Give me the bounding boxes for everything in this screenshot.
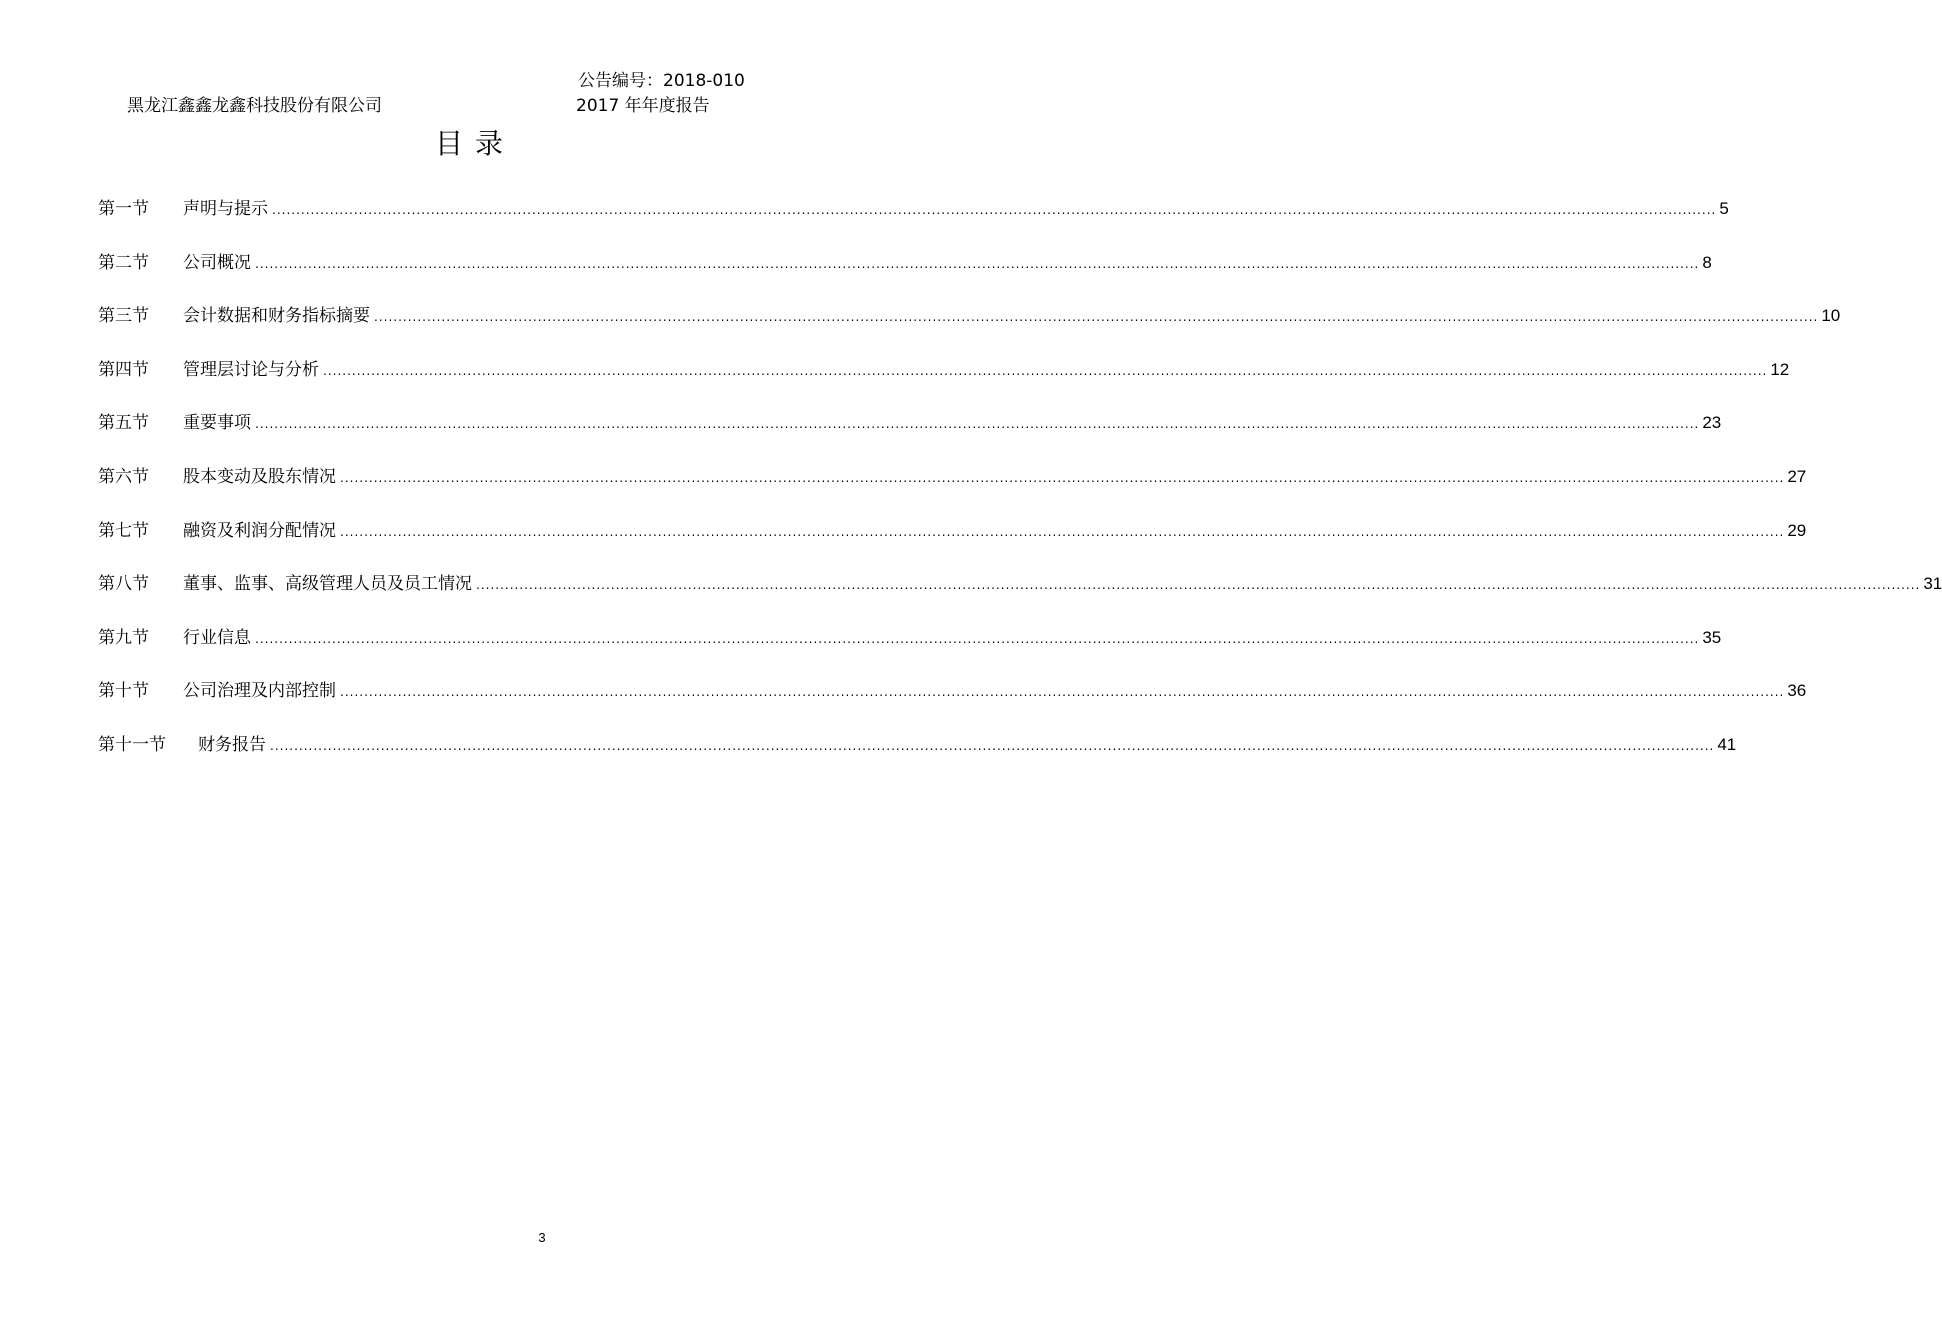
page-number: 29 — [1787, 520, 1807, 540]
toc-entry[interactable] — [98, 729, 1737, 783]
dot-leader: ............................................................................................................................................................................................................................................................................................................ — [374, 310, 1819, 325]
page-number: 35 — [1702, 627, 1722, 647]
company-name: 黑龙江鑫鑫龙鑫科技股份有限公司 — [127, 96, 382, 116]
section-title: 董事、监事、高级管理人员及员工情况 — [183, 574, 472, 595]
section-title: 融资及利润分配情况 — [183, 520, 336, 541]
page-number: 31 — [1923, 574, 1942, 594]
footer-page-number: 3 — [538, 1230, 546, 1245]
dot-leader: ............................................................................................................................................................................................................................................................................................................ — [255, 631, 1700, 646]
section-title: 股本变动及股东情况 — [183, 466, 336, 487]
page-number: 5 — [1719, 199, 1729, 218]
section-number: 第八节 — [98, 574, 149, 595]
dot-leader: ............................................................................................................................................................................................................................................................................................................ — [340, 524, 1785, 539]
dot-leader: ............................................................................................................................................................................................................................................................................................................ — [255, 256, 1700, 271]
page-number: 12 — [1770, 359, 1790, 379]
dot-leader: ............................................................................................................................................................................................................................................................................................................ — [340, 685, 1785, 700]
section-title: 会计数据和财务指标摘要 — [183, 306, 370, 327]
section-title: 公司概况 — [183, 252, 251, 273]
section-title: 财务报告 — [198, 734, 266, 755]
toc-entry[interactable] — [98, 407, 1722, 461]
section-title: 管理层讨论与分析 — [183, 359, 319, 380]
table-of-contents — [98, 193, 1942, 783]
page-number: 36 — [1787, 681, 1807, 701]
section-title: 声明与提示 — [183, 199, 268, 219]
dot-leader: ............................................................................................................................................................................................................................................................................................................ — [340, 470, 1785, 485]
section-number: 第十节 — [98, 681, 149, 702]
toc-entry[interactable] — [98, 247, 1712, 301]
section-number: 第五节 — [98, 413, 149, 434]
dot-leader: ............................................................................................................................................................................................................................................................................................................ — [255, 417, 1700, 432]
section-number: 第七节 — [98, 520, 149, 541]
section-number: 第二节 — [98, 252, 149, 273]
toc-entry[interactable] — [98, 515, 1807, 569]
dot-leader: ............................................................................................................................................................................................................................................................................................................ — [323, 363, 1768, 378]
page-number: 8 — [1702, 252, 1712, 272]
page-number: 27 — [1787, 466, 1807, 486]
section-number: 第九节 — [98, 627, 149, 648]
section-title: 公司治理及内部控制 — [183, 681, 336, 702]
toc-entry[interactable] — [98, 193, 1729, 247]
toc-entry[interactable] — [98, 354, 1790, 408]
section-number: 第四节 — [98, 359, 149, 380]
toc-entry[interactable] — [98, 568, 1942, 622]
page-number: 23 — [1702, 413, 1722, 433]
toc-entry[interactable] — [98, 675, 1807, 729]
section-number: 第十一节 — [98, 734, 166, 755]
section-title: 行业信息 — [183, 627, 251, 648]
toc-entry[interactable] — [98, 300, 1841, 354]
toc-entry[interactable] — [98, 461, 1807, 515]
report-name: 2017 年年度报告 — [576, 96, 710, 116]
announcement-number: 公告编号：2018-010 — [578, 71, 745, 91]
page-number: 10 — [1821, 306, 1841, 326]
dot-leader: ............................................................................................................................................................................................................................................................................................................ — [270, 738, 1715, 753]
toc-entry[interactable] — [98, 622, 1722, 676]
section-number: 第一节 — [98, 199, 149, 219]
dot-leader: ............................................................................................................................................................................................................................................................................................................ — [476, 578, 1921, 593]
page-number: 41 — [1717, 734, 1737, 754]
section-title: 重要事项 — [183, 413, 251, 434]
dot-leader: ............................................................................................................................................................................................................................................................................................................ — [272, 203, 1717, 217]
toc-title: 目录 — [434, 127, 515, 160]
section-number: 第三节 — [98, 306, 149, 327]
section-number: 第六节 — [98, 466, 149, 487]
